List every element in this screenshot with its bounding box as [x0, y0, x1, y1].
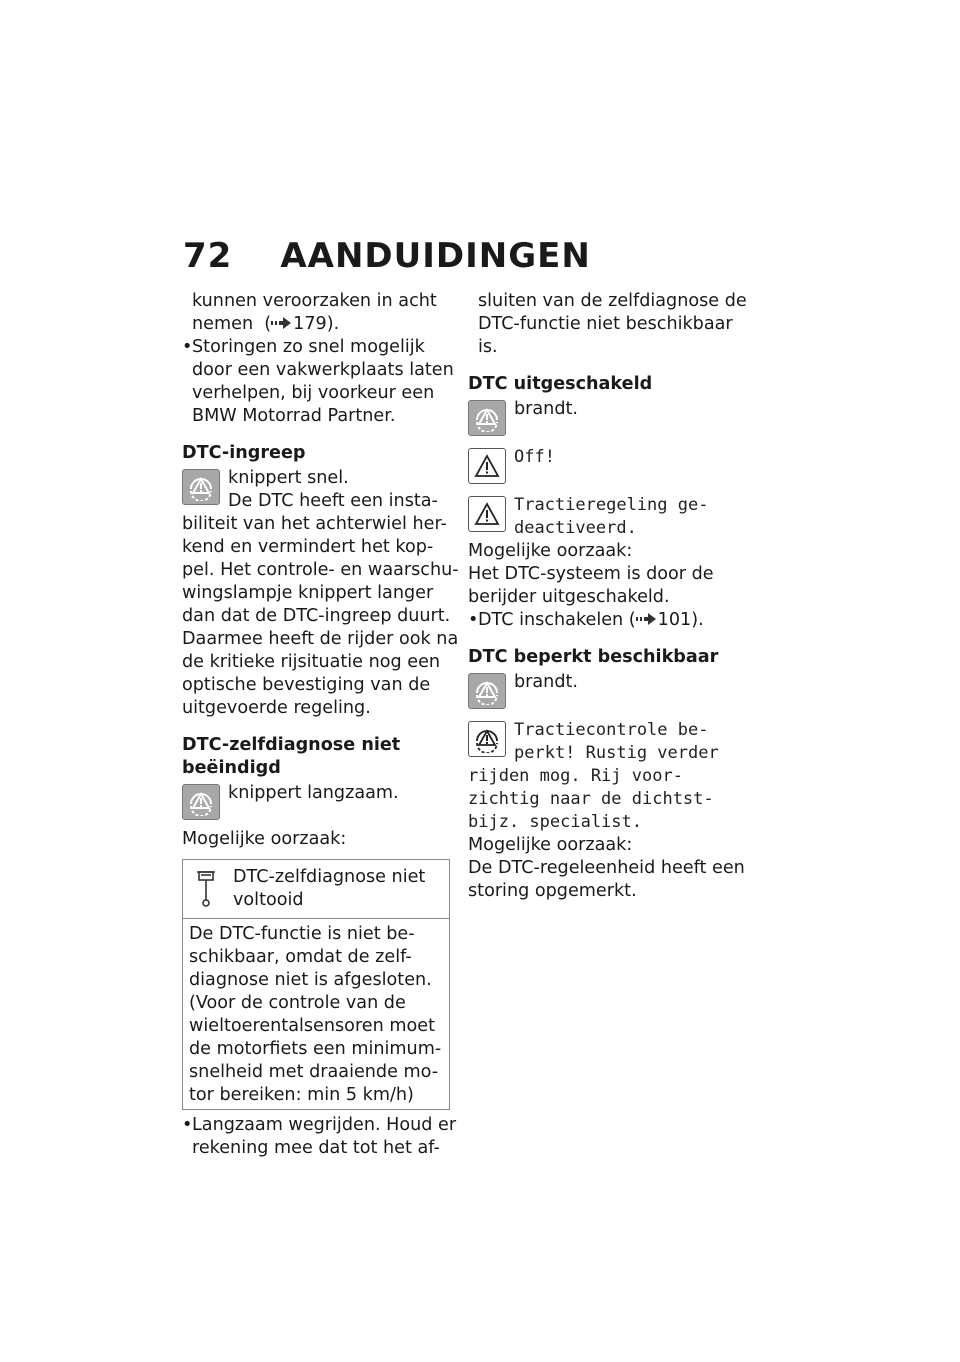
section-heading-dtc-zelfdiagnose-2: beëindigd: [182, 758, 281, 778]
cause-label: Mogelijke oorzaak:: [182, 829, 347, 849]
text-line: BMW Motorrad Partner.: [192, 406, 396, 426]
right-column: [468, 290, 747, 903]
page-reference[interactable]: 101).: [657, 610, 704, 630]
display-message: rijden mog. Rij voor-: [468, 766, 683, 786]
text-line: sluiten van de zelfdiagnose de: [478, 291, 747, 311]
display-message-row: [468, 446, 736, 484]
text-line: schikbaar, omdat de zelf-: [189, 947, 412, 967]
text-line: (Voor de controle van de: [189, 993, 406, 1013]
text-line: kunnen veroorzaken in acht: [192, 291, 437, 311]
text-line: diagnose niet is afgesloten.: [189, 970, 432, 990]
status-row: [468, 398, 736, 436]
text-line: dan dat de DTC-ingreep duurt.: [182, 606, 451, 626]
text-line: De DTC-functie is niet be-: [189, 924, 415, 944]
status-row: [468, 671, 736, 709]
page-header: [183, 236, 591, 276]
text-line: Daarmee heeft de rijder ook na: [182, 629, 459, 649]
display-message: Off!: [514, 447, 555, 467]
arrow-ref-icon: [271, 313, 293, 336]
status-text: brandt.: [514, 672, 578, 692]
display-message: Tractiecontrole be-: [514, 720, 709, 740]
text-line: wieltoerentalsensoren moet: [189, 1016, 435, 1036]
bullet-icon: •: [468, 610, 479, 630]
left-column: [182, 290, 459, 1160]
text-line: de kritieke rijsituatie nog een: [182, 652, 441, 672]
text-line: nemen ( 179).: [192, 314, 340, 334]
dtc-warning-icon: [182, 784, 220, 820]
status-text: De DTC heeft een insta-: [228, 491, 438, 511]
text-line: is.: [478, 337, 498, 357]
display-message: bijz. specialist.: [468, 812, 642, 832]
text-line: DTC-functie niet beschikbaar: [478, 314, 733, 334]
page-reference[interactable]: 179).: [293, 314, 340, 334]
cause-label: Mogelijke oorzaak:: [468, 835, 633, 855]
text-line: storing opgemerkt.: [468, 881, 637, 901]
display-message: Tractieregeling ge-: [514, 495, 709, 515]
status-text: knippert langzaam.: [228, 783, 399, 803]
dtc-outline-icon: [468, 721, 506, 757]
dtc-warning-icon: [468, 673, 506, 709]
status-row: [182, 467, 450, 513]
warning-triangle-icon: [468, 496, 506, 532]
arrow-ref-icon: [636, 609, 658, 632]
display-message-row: [468, 719, 736, 765]
page-number: 72: [183, 236, 233, 276]
page-title: AANDUIDINGEN: [280, 236, 591, 276]
text-line: optische bevestiging van de: [182, 675, 431, 695]
info-box-body: [183, 919, 449, 1109]
text-line: rekening mee dat tot het af-: [192, 1138, 440, 1158]
text-line: De DTC-regeleenheid heeft een: [468, 858, 745, 878]
text-line: uitgevoerde regeling.: [182, 698, 371, 718]
status-text: knippert snel.: [228, 468, 349, 488]
text-line: verhelpen, bij voorkeur een: [192, 383, 435, 403]
section-heading-dtc-ingreep: DTC-ingreep: [182, 443, 306, 463]
text-line: kend en vermindert het kop-: [182, 537, 434, 557]
text-line: Het DTC-systeem is door de: [468, 564, 714, 584]
cause-label: Mogelijke oorzaak:: [468, 541, 633, 561]
text-line: snelheid met draaiende mo-: [189, 1062, 439, 1082]
info-box: [182, 859, 450, 1110]
list-item: •Langzaam wegrijden. Houd er: [182, 1115, 457, 1135]
status-row: [182, 782, 450, 820]
display-message: deactiveerd.: [514, 518, 637, 538]
section-heading-dtc-uitgeschakeld: DTC uitgeschakeld: [468, 374, 653, 394]
text-line: de motorfiets een minimum-: [189, 1039, 442, 1059]
status-text: brandt.: [514, 399, 578, 419]
text-line: tor bereiken: min 5 km/h): [189, 1085, 414, 1105]
text-line: berijder uitgeschakeld.: [468, 587, 670, 607]
text-line: pel. Het controle- en waarschu-: [182, 560, 459, 580]
display-message: perkt! Rustig verder: [514, 743, 719, 763]
warning-triangle-icon: [468, 448, 506, 484]
list-item: •DTC inschakelen ( 101).: [468, 610, 704, 630]
bullet-icon: •: [182, 1115, 193, 1135]
dtc-warning-icon: [182, 469, 220, 505]
text-line: door een vakwerkplaats laten: [192, 360, 454, 380]
dtc-warning-icon: [468, 400, 506, 436]
display-message: zichtig naar de dichtst-: [468, 789, 714, 809]
section-heading-dtc-beperkt: DTC beperkt beschikbaar: [468, 647, 719, 667]
bullet-icon: •: [182, 337, 193, 357]
list-item: •Storingen zo snel mogelijk: [182, 337, 425, 357]
text-line: biliteit van het achterwiel her-: [182, 514, 447, 534]
info-box-title: voltooid: [233, 890, 304, 910]
text-line: wingslampje knippert langer: [182, 583, 434, 603]
section-heading-dtc-zelfdiagnose: DTC-zelfdiagnose niet: [182, 735, 401, 755]
service-wrench-icon: [195, 866, 223, 908]
display-message-row: [468, 494, 736, 540]
info-box-header: [183, 860, 449, 919]
info-box-title: DTC-zelfdiagnose niet: [233, 867, 426, 887]
